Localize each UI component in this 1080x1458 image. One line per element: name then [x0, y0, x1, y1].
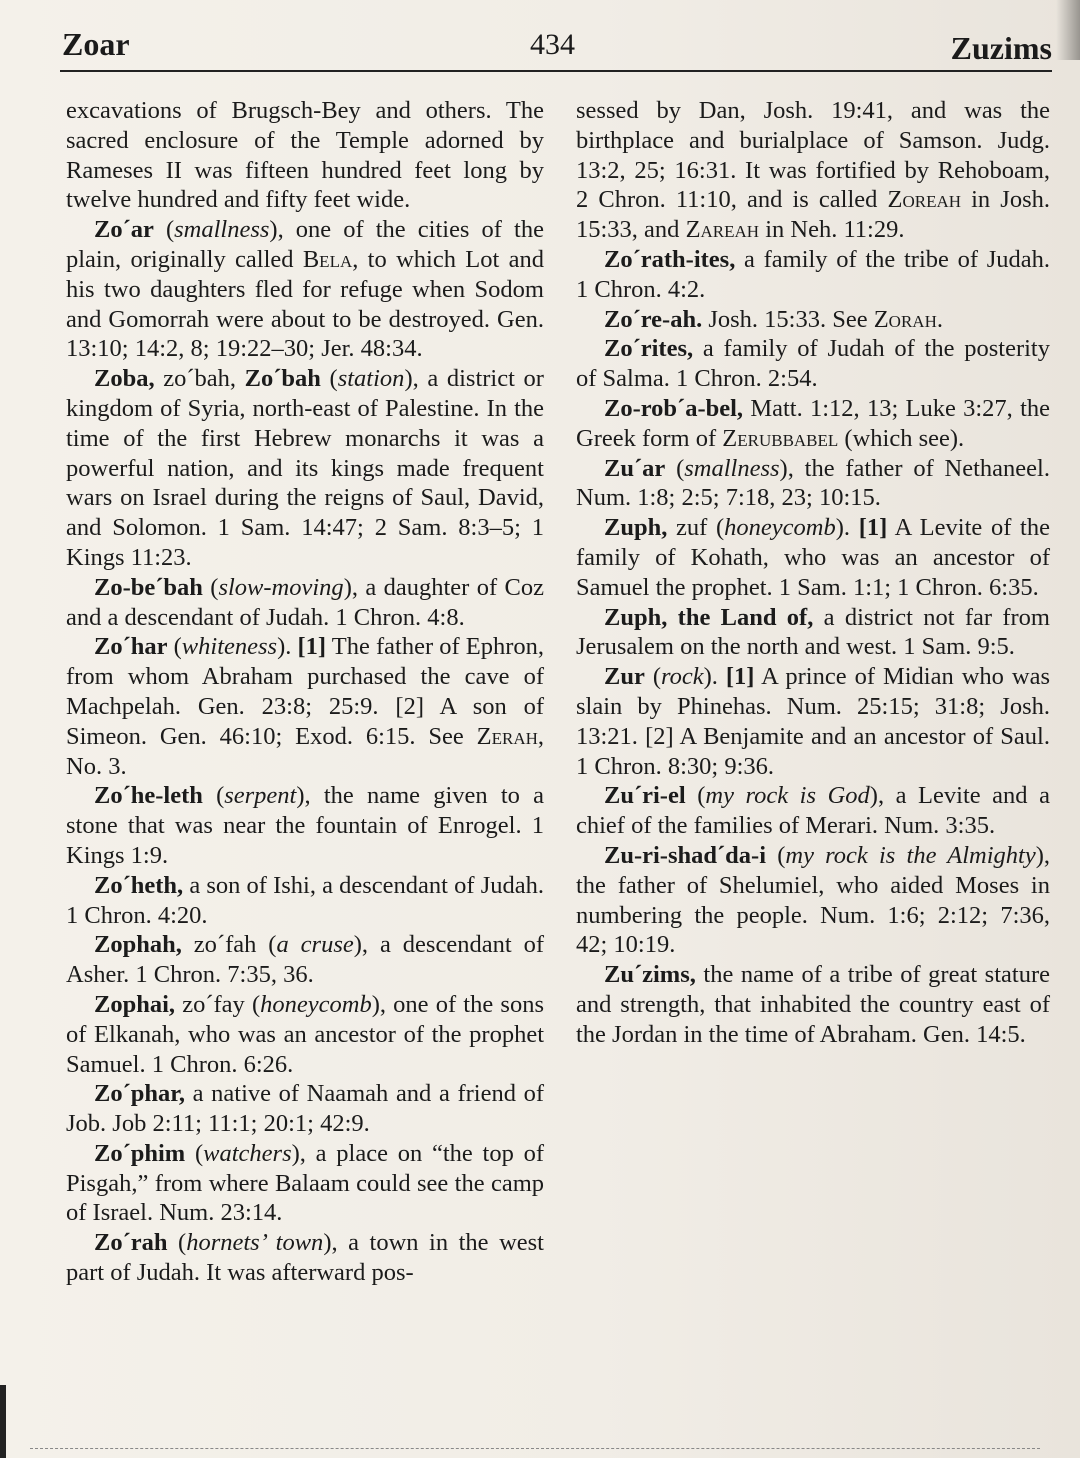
headword: Zo´rath-ites,: [604, 245, 736, 273]
headword: Zuph, the Land of,: [604, 603, 814, 631]
headword: Zo´rah: [94, 1229, 168, 1257]
entry-zorah: Zo´rah (hornets’ town), a town in the west part of Judah. It was afterward pos-: [66, 1229, 544, 1287]
header-rule: [60, 70, 1052, 72]
page-number: 434: [530, 28, 575, 61]
entry-zoheth: Zo´heth, a son of Ishi, a descendant of Judah. 1 Chron. 4:20.: [66, 871, 544, 929]
headword: Zu-ri-shad´da-i: [604, 841, 767, 869]
headword: Zuph,: [604, 514, 668, 542]
headword: Zo´ar: [94, 216, 154, 244]
entry-zur: Zur (rock). [1] A prince of Midian who was slain by Phinehas. Num. 25:15; 31:8; Josh. 13:21. [2] A Benjamite and an ancestor of Saul. 1 Chron. 8:30; 9:36.: [576, 663, 1050, 780]
headword: Zo´rites,: [604, 335, 694, 363]
entry-zohar: Zo´har (whiteness). [1] The father of Ephron, from whom Abraham purchased the cave of Machpelah. Gen. 23:8; 25:9. [2] A son of Simeon. Gen. 46:10; Exod. 6:15. See Zerah, No. 3.: [66, 633, 545, 780]
entry-zuriel: Zu´ri-el (my rock is God), a Levite and a chief of the families of Merari. Num. 3:35.: [576, 782, 1050, 840]
entry-zophar: Zo´phar, a native of Naamah and a friend of Job. Job 2:11; 11:1; 20:1; 42:9.: [66, 1080, 544, 1138]
entry-zorobabel: Zo-rob´a-bel, Matt. 1:12, 13; Luke 3:27, the Greek form of Zerubbabel (which see).: [576, 394, 1050, 452]
entry-zuph: Zuph, zuf (honeycomb). [1] A Levite of the family of Kohath, who was an ancestor of Samuel the prophet. 1 Sam. 1:1; 1 Chron. 6:35.: [576, 514, 1050, 601]
headword: Zo´phar,: [94, 1080, 186, 1108]
headword: Zo´phim: [94, 1139, 186, 1167]
right-column: [576, 96, 1050, 1050]
headword: Zophai,: [94, 990, 176, 1018]
headword: Zo´har: [94, 633, 168, 661]
entry-zophah: Zophah, zo´fah (a cruse), a descendant of Asher. 1 Chron. 7:35, 36.: [66, 931, 544, 989]
headword: Zoba,: [94, 365, 155, 393]
left-column: [66, 96, 544, 1288]
entry-zophim: Zo´phim (watchers), a place on “the top of Pisgah,” from where Balaam could see the camp of Israel. Num. 23:14.: [66, 1139, 544, 1227]
entry-zophai: Zophai, zo´fay (honeycomb), one of the sons of Elkanah, who was an ancestor of the prophet Samuel. 1 Chron. 6:26.: [66, 990, 544, 1078]
entry-zoar: Zo´ar (smallness), one of the cities of the plain, originally called Bela, to which Lot and his two daughters fled for refuge when Sodom and Gomorrah were about to be destroyed. Gen. 13:10; 14:2, 8; 19:22–30; Jer. 48:34.: [66, 216, 544, 363]
entry-zobebah: Zo-be´bah (slow-moving), a daughter of Coz and a descendant of Judah. 1 Chron. 4:8.: [66, 573, 544, 631]
entry-zoreah: Zo´re-ah. Josh. 15:33. See Zorah.: [604, 305, 943, 333]
entry-continuation: excavations of Brugsch-Bey and others. The sacred enclosure of the Temple adorned by Rameses II was fifteen hundred feet long by twelve hundred and fifty feet wide.: [66, 97, 544, 214]
headword: Zur: [604, 663, 645, 691]
bottom-edge: [30, 1448, 1040, 1449]
headword: Zu´zims,: [604, 961, 696, 989]
headword: Zu´ar: [604, 454, 666, 482]
headword: Zo-rob´a-bel,: [604, 394, 744, 422]
entry-zuzims: Zu´zims, the name of a tribe of great stature and strength, that inhabited the country east of the Jordan in the time of Abraham. Gen. 14:5.: [576, 961, 1050, 1048]
page-corner-shadow: [1056, 0, 1080, 60]
entry-zoba: Zoba, zo´bah, Zo´bah (station), a district or kingdom of Syria, north-east of Palestine. In the time of the first Hebrew monarchs it was a powerful nation, and its kings made frequent wars on Israel during the reigns of Saul, David, and Solomon. 1 Sam. 14:47; 2 Sam. 8:3–5; 1 Kings 11:23.: [66, 365, 544, 571]
headword: Zo-be´bah: [94, 573, 203, 601]
entry-zurishaddai: Zu-ri-shad´da-i (my rock is the Almighty), the father of Shelumiel, who aided Moses in numbering the people. Num. 1:6; 2:12; 7:36, 42; 10:19.: [576, 841, 1050, 959]
page-edge-mark: [0, 1385, 6, 1458]
headword: Zu´ri-el: [604, 782, 686, 810]
headword: Zo´he-leth: [94, 782, 203, 810]
entry-zorathites: Zo´rath-ites, a family of the tribe of Judah. 1 Chron. 4:2.: [576, 245, 1050, 303]
entry-zuar: Zu´ar (smallness), the father of Nethaneel. Num. 1:8; 2:5; 7:18, 23; 10:15.: [576, 454, 1050, 512]
header-first-entry: Zoar: [62, 26, 130, 62]
header-last-entry: Zuzims: [950, 30, 1052, 66]
headword: Zophah,: [94, 931, 182, 959]
entry-zoheleth: Zo´he-leth (serpent), the name given to a stone that was near the fountain of Enrogel. 1 Kings 1:9.: [66, 782, 544, 869]
entry-zuph-land-of: Zuph, the Land of, a district not far from Jerusalem on the north and west. 1 Sam. 9:5.: [576, 603, 1050, 661]
running-header: [62, 18, 1052, 68]
entry-zorites: Zo´rites, a family of Judah of the posterity of Salma. 1 Chron. 2:54.: [576, 335, 1050, 393]
entry-zorah-continued: sessed by Dan, Josh. 19:41, and was the birthplace and burialplace of Samson. Judg. 13:2, 25; 16:31. It was fortified by Rehoboam, 2 Chron. 11:10, and is called Zoreah in Josh. 15:33, and Zareah in Neh. 11:29.: [576, 97, 1050, 244]
headword: Zo´re-ah.: [604, 305, 703, 333]
headword: Zo´heth,: [94, 871, 184, 899]
